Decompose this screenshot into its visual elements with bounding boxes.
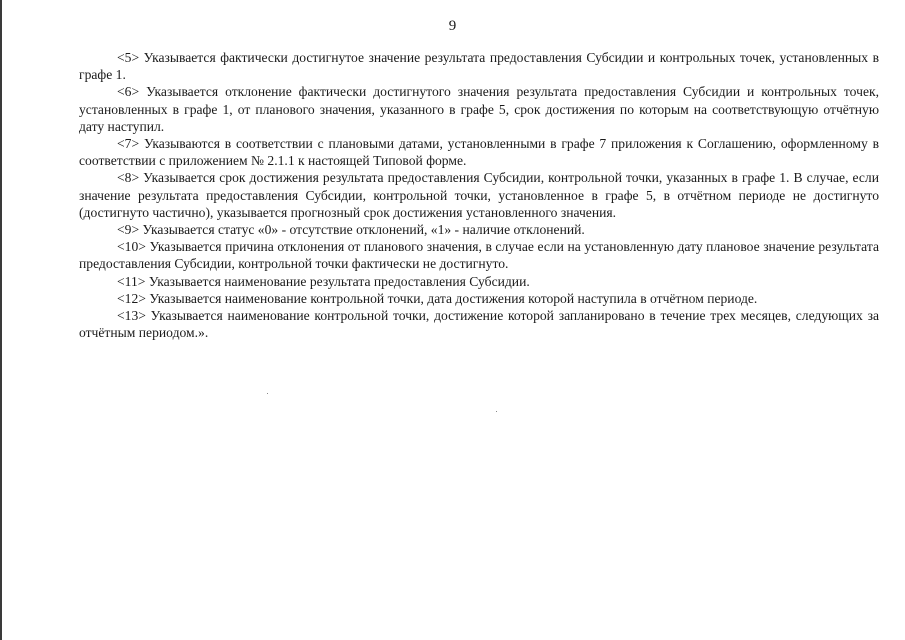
- footnote-8: <8> Указывается срок достижения результата предоставления Субсидии, контрольной точки, указанных в графе 1. В случае, если значение результата предоставления Субсидии, контрольной точки, установленное в графе 5, в отчётном периоде не достигнуто (достигнуто частично), указывается прогнозный срок достижения установленного значения.: [79, 170, 879, 220]
- page-number: 9: [448, 18, 457, 34]
- footnote-9: <9> Указывается статус «0» - отсутствие отклонений, «1» - наличие отклонений.: [117, 222, 585, 238]
- scan-speck: [267, 393, 268, 394]
- footnote-10: <10> Указывается причина отклонения от планового значения, в случае если на установленную дату плановое значение результата предоставления Субсидии, контрольной точки фактически не достигнуто.: [79, 239, 879, 272]
- footnote-5: <5> Указывается фактически достигнутое значение результата предоставления Субсидии и контрольных точек, установленных в графе 1.: [79, 50, 879, 83]
- footnotes-block: [79, 49, 879, 341]
- footnote-6: <6> Указывается отклонение фактически достигнутого значения результата предоставления Субсидии и контрольных точек, установленных в графе 1, от планового значения, указанного в графе 5, срок достижения по которым на соответствующую отчётную дату наступил.: [79, 84, 879, 134]
- footnote-12: <12> Указывается наименование контрольной точки, дата достижения которой наступила в отчётном периоде.: [117, 290, 758, 306]
- scan-left-edge: [0, 0, 2, 640]
- footnote-7: <7> Указываются в соответствии с плановыми датами, установленными в графе 7 приложения к Соглашению, оформленному в соответствии с приложением № 2.1.1 к настоящей Типовой форме.: [79, 136, 879, 169]
- footnote-13: <13> Указывается наименование контрольной точки, достижение которой запланировано в течение трех месяцев, следующих за отчётным периодом.».: [79, 308, 879, 341]
- scan-speck: [496, 411, 497, 412]
- footnote-11: <11> Указывается наименование результата предоставления Субсидии.: [117, 273, 530, 289]
